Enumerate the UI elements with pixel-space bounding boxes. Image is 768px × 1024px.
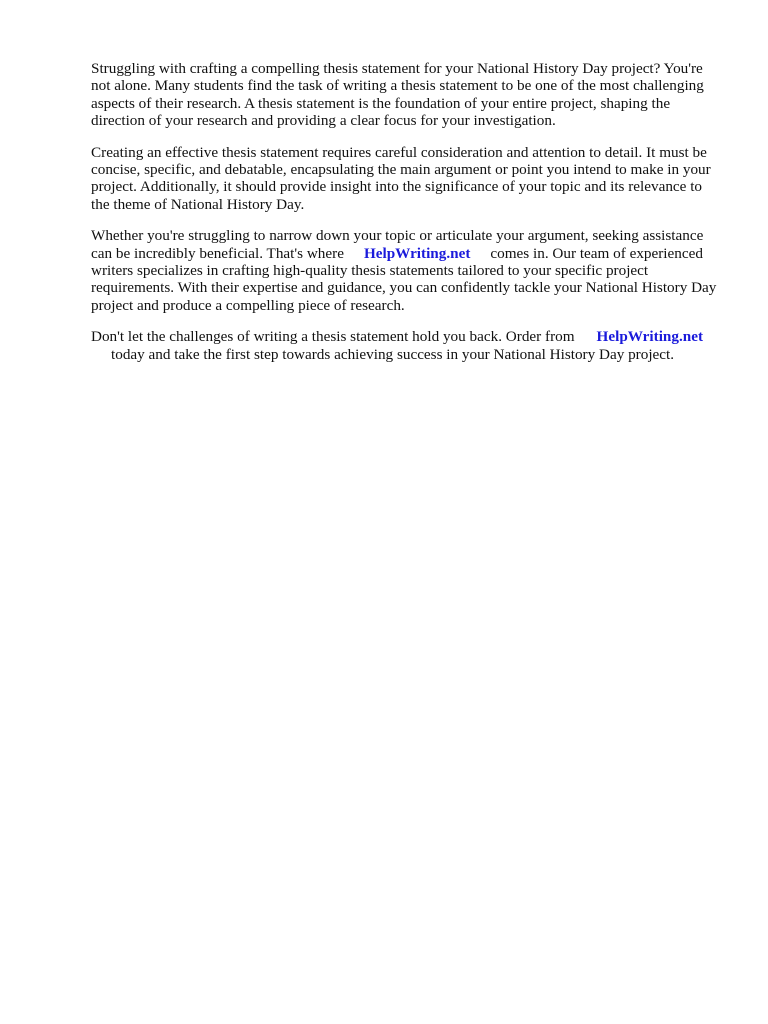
paragraph-thesis-requirements: Creating an effective thesis statement requires careful consideration and attention to detail. It must be concise, specific, and debatable, encapsulating the main argument or point you intend to make in your project. Additionally, it should provide insight into the significance of your topic and its relevance to the theme of National History Day. <box>91 143 711 213</box>
paragraph-cta-text-start: Don't let the challenges of writing a thesis statement hold you back. Order from <box>91 328 575 346</box>
paragraph-cta-text-end: today and take the first step towards achieving success in your National History Day project. <box>111 345 675 363</box>
helpwriting-link-2[interactable]: HelpWriting.net <box>596 328 704 346</box>
helpwriting-link-1[interactable]: HelpWriting.net <box>363 244 471 262</box>
paragraph-assistance-text-end: comes in. Our team of experienced writers specializes in crafting high-quality thesis statements tailored to your specific project requirements. With their expertise and guidance, you can confidently tackle your National History Day project and produce a compelling piece of research. <box>91 244 717 314</box>
paragraph-call-to-action <box>91 328 721 363</box>
document-page <box>91 60 721 377</box>
paragraph-assistance <box>91 227 721 314</box>
paragraph-assistance-text-start: Whether you're struggling to narrow down your topic or articulate your argument, seeking assistance can be incredibly beneficial. That's where <box>91 227 704 262</box>
paragraph-intro: Struggling with crafting a compelling thesis statement for your National History Day project? You're not alone. Many students find the task of writing a thesis statement to be one of the most challenging aspects of their research. A thesis statement is the foundation of your entire project, shaping the direction of your research and providing a clear focus for your investigation. <box>91 60 704 130</box>
